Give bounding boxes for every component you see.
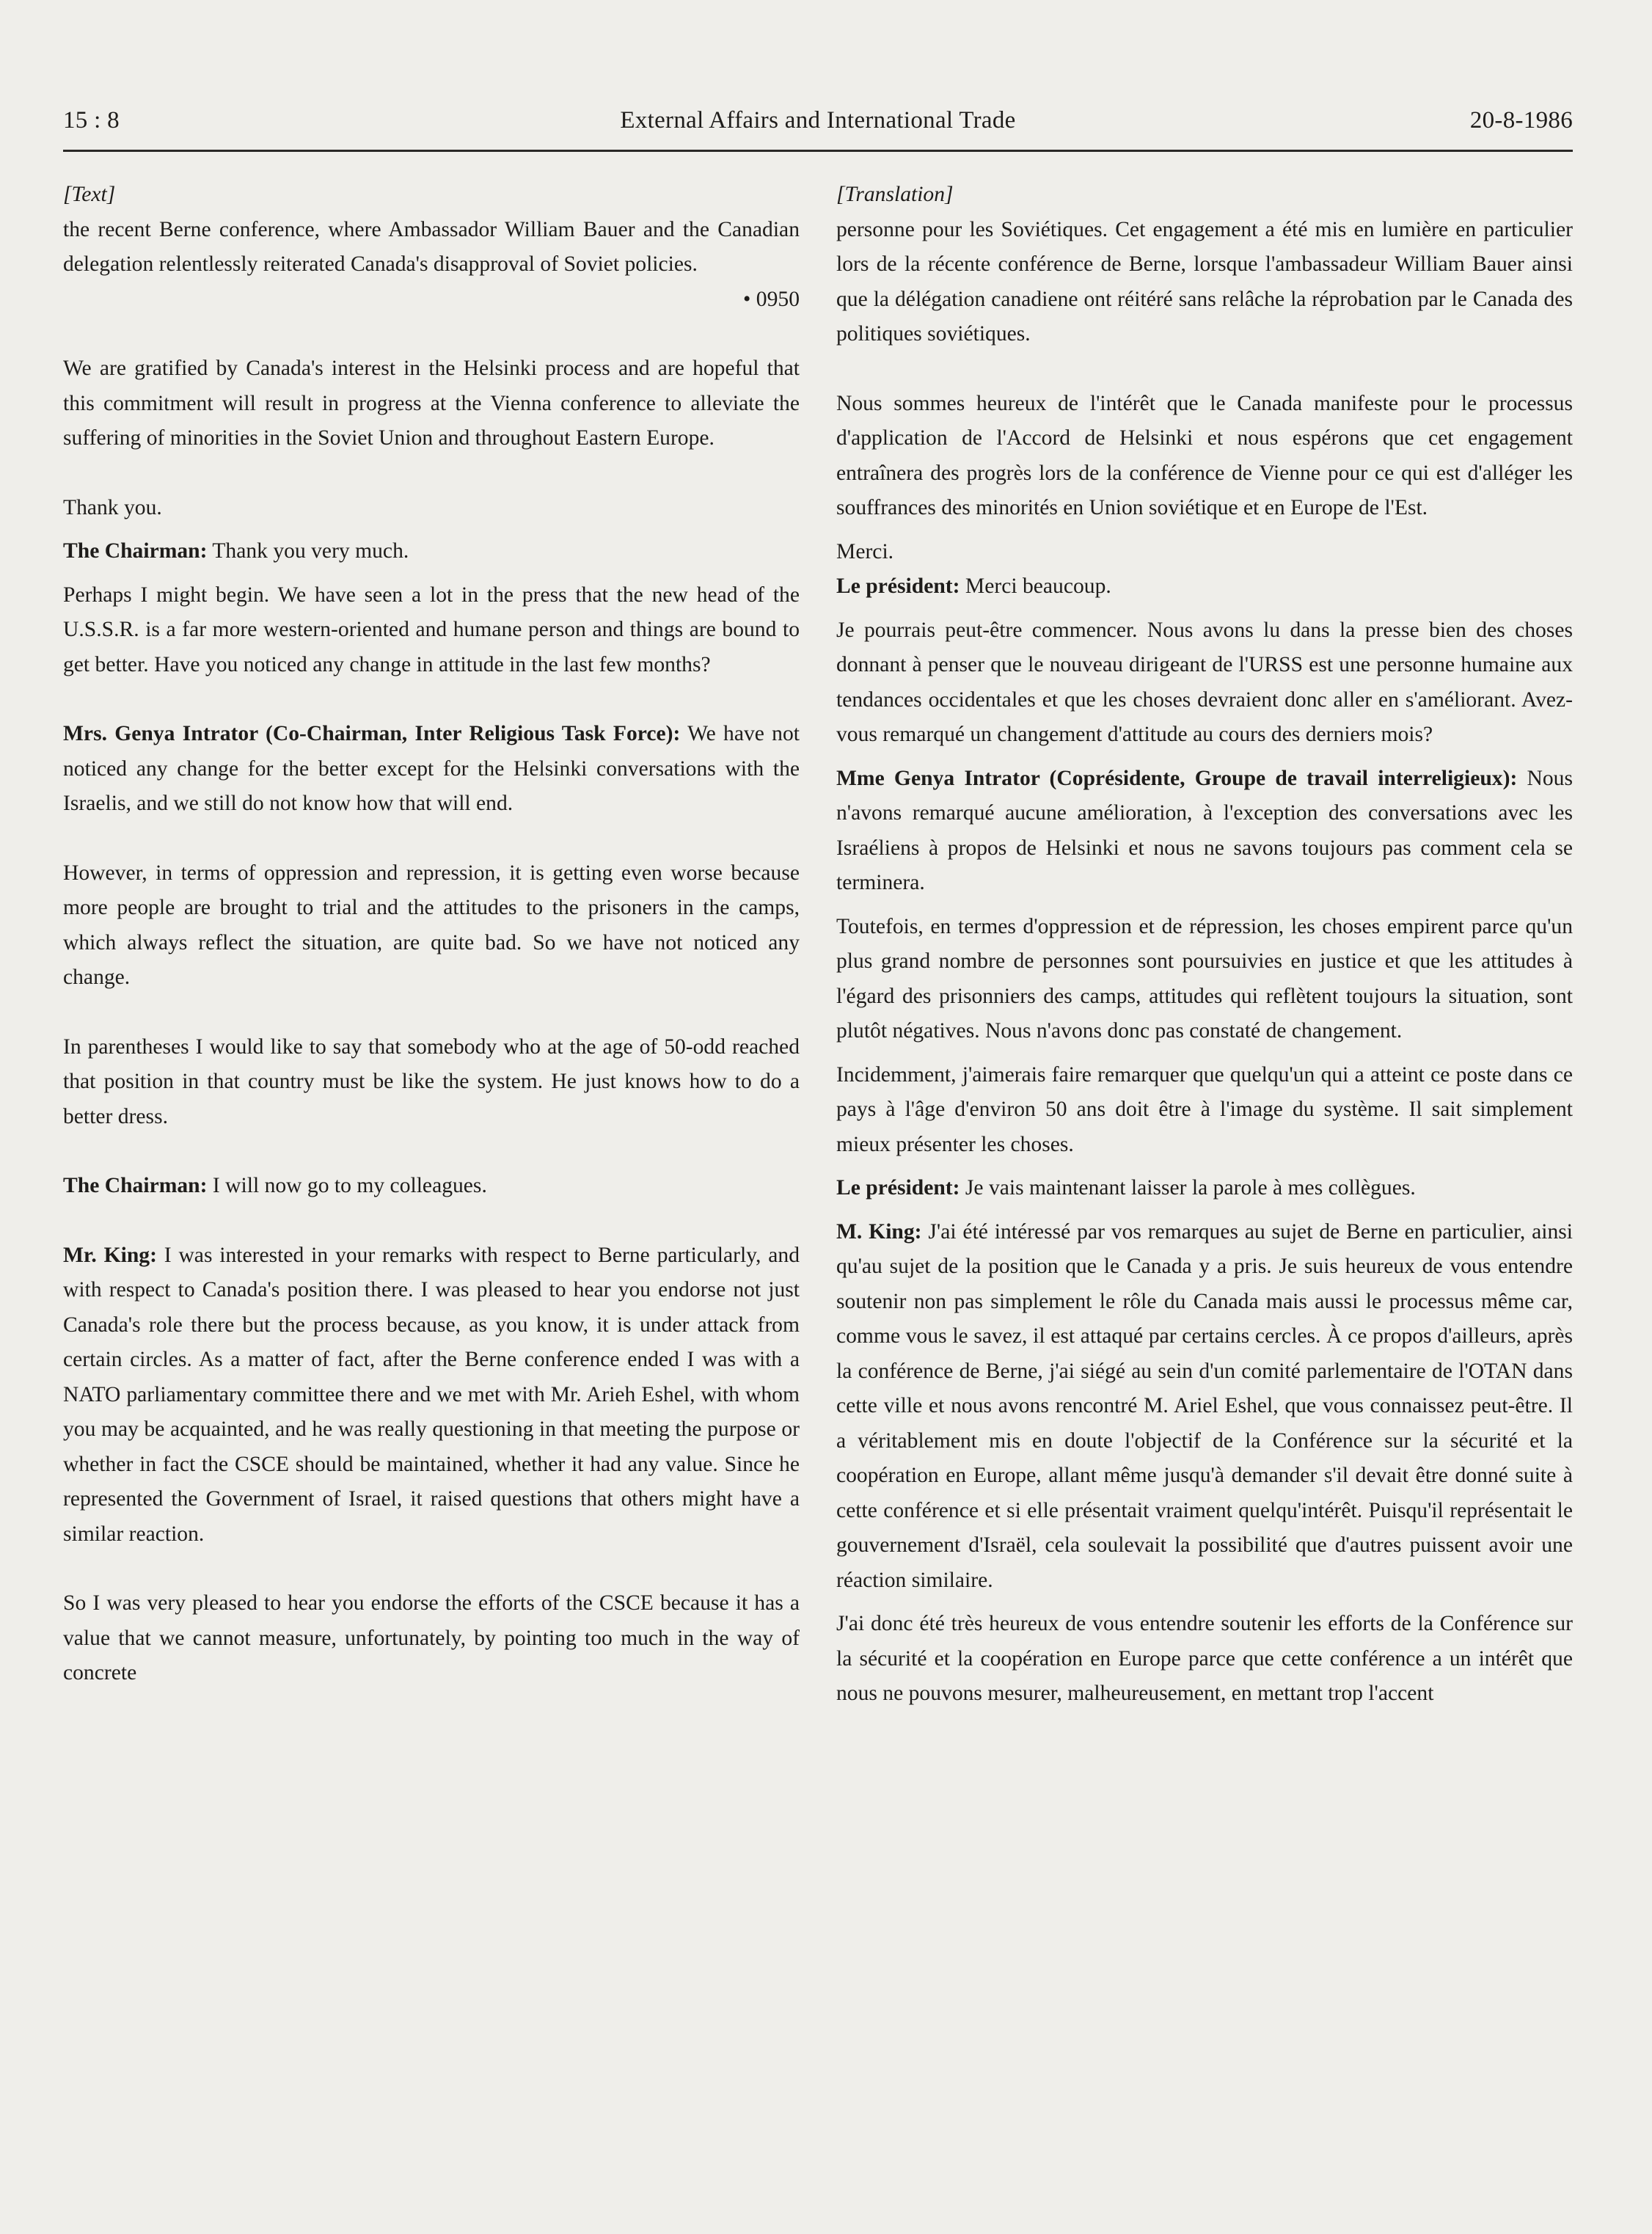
- paragraph: Je pourrais peut-être commencer. Nous avons lu dans la presse bien des choses donnant à penser que le nouveau dirigeant de l'URSS est une personne humaine aux tendances occidentales et que les choses devraient donc aller en s'améliorant. Avez-vous remarqué un changement d'attitude au cours des derniers mois?: [836, 618, 1573, 746]
- page-number: 15 : 8: [63, 107, 120, 134]
- page-header: [63, 103, 1573, 152]
- paragraph: Incidemment, j'aimerais faire remarquer que quelqu'un qui a atteint ce poste dans ce pays à l'âge d'environ 50 ans doit être à l'image du système. Il sait simplement mieux présenter les choses.: [836, 1062, 1573, 1156]
- paragraph: Merci.: [836, 539, 894, 563]
- speaker-name: M. King:: [836, 1219, 922, 1244]
- paragraph: In parentheses I would like to say that somebody who at the age of 50-odd reached that position in that country must be like the system. He just knows how to do a better dress.: [63, 1034, 800, 1128]
- paragraph: [63, 717, 800, 822]
- speech-text: Je vais maintenant laisser la parole à mes collègues.: [960, 1176, 1416, 1200]
- paragraph: [836, 1171, 1573, 1206]
- speech-text: Nous n'avons remarqué aucune amélioration, à l'exception des conversations avec les Israéliens à propos de Helsinki et nous ne savons toujours pas comment cela se terminera.: [836, 766, 1573, 894]
- paragraph: [836, 569, 1573, 605]
- paragraph: [63, 534, 800, 569]
- paragraph: [836, 762, 1573, 901]
- time-marker: • 0950: [743, 287, 800, 311]
- paragraph: J'ai donc été très heureux de vous entendre soutenir les efforts de la Conférence sur la sécurité et la coopération en Europe parce que cette conférence a un intérêt que nous ne pouvons mesurer, malheureusement, en mettant trop l'accent: [836, 1612, 1573, 1705]
- paragraph: Perhaps I might begin. We have seen a lot in the press that the new head of the U.S.S.R. is a far more western-oriented and humane person and things are bound to get better. Have you noticed any change in attitude in the last few months?: [63, 583, 800, 676]
- paragraph: [63, 1169, 800, 1204]
- paragraph: Thank you.: [63, 495, 162, 519]
- speaker-name: Le président:: [836, 1176, 960, 1200]
- speaker-name: Le président:: [836, 574, 960, 598]
- speaker-name: The Chairman:: [63, 1174, 208, 1197]
- page-date: 20-8-1986: [1469, 107, 1573, 134]
- column-label: [Translation]: [836, 183, 954, 206]
- paragraph: However, in terms of oppression and repression, it is getting even worse because more people are brought to trial and the attitudes to the prisoners in the camps, which always reflect the situation, are quite bad. So we have not noticed any change.: [63, 861, 800, 989]
- speaker-name: The Chairman:: [63, 539, 208, 563]
- speaker-name: Mr. King:: [63, 1243, 157, 1267]
- speech-text: J'ai été intéressé par vos remarques au sujet de Berne en particulier, ainsi qu'au sujet de la position que le Canada y a pris. Je suis heureux de vous entendre soutenir non pas simplement le rôle du Canada mais aussi le processus même car, comme vous le savez, il est attaqué par certains cercles. À ce propos d'ailleurs, après la conférence de Berne, j'ai siégé au sein d'un comité parlementaire de l'OTAN dans cette ville et nous avons rencontré M. Ariel Eshel, que vous connaissez peut-être. Il a véritablement mis en doute l'objectif de la Conférence sur la sécurité et la coopération en Europe, allant même jusqu'à demander s'il devait être donné suite à cette conférence et si elle présentait vraiment quelqu'intérêt. Puisqu'il représentait le gouvernement d'Israël, cela soulevait la possibilité que d'autres puissent avoir une réaction similaire.: [836, 1219, 1573, 1592]
- paragraph: Nous sommes heureux de l'intérêt que le Canada manifeste pour le processus d'application de l'Accord de Helsinki et nous espérons que cet engagement entraînera des progrès lors de la conférence de Vienne pour ce qui est d'alléger les souffrances des minorités en Union soviétique et en Europe de l'Est.: [836, 391, 1573, 519]
- publication-title: External Affairs and International Trade: [620, 107, 1016, 134]
- speaker-name: Mrs. Genya Intrator (Co-Chairman, Inter Religious Task Force):: [63, 722, 681, 745]
- paragraph: [63, 1238, 800, 1552]
- paragraph: So I was very pleased to hear you endorse the efforts of the CSCE because it has a value that we cannot measure, unfortunately, by pointing too much in the way of concrete: [63, 1591, 800, 1684]
- speech-text: I will now go to my colleagues.: [207, 1174, 487, 1197]
- paragraph: We are gratified by Canada's interest in the Helsinki process and are hopeful that this commitment will result in progress at the Vienna conference to alleviate the suffering of minorities in the Soviet Union and throughout Eastern Europe.: [63, 357, 800, 450]
- speaker-name: Mme Genya Intrator (Coprésidente, Groupe de travail interreligieux):: [836, 766, 1518, 790]
- paragraph: the recent Berne conference, where Ambassador William Bauer and the Canadian delegation relentlessly reiterated Canada's disapproval of Soviet policies.: [63, 217, 800, 276]
- speech-text: I was interested in your remarks with respect to Berne particularly, and with respect to Canada's position there. I was pleased to hear you endorse not just Canada's role there but the process because, as you know, it is under attack from certain circles. As a matter of fact, after the Berne conference ended I was with a NATO parliamentary committee there and we met with Mr. Arieh Eshel, with whom you may be acquainted, and he was really questioning in that meeting the purpose or whether in fact the CSCE should be maintained, whether it had any value. Since he represented the Government of Israel, it raised questions that others might have a similar reaction.: [63, 1243, 800, 1546]
- french-column: [836, 178, 1573, 1712]
- paragraph: [836, 1215, 1573, 1599]
- speech-text: Thank you very much.: [207, 539, 409, 563]
- speech-text: Merci beaucoup.: [960, 574, 1111, 598]
- speech-text: We have not noticed any change for the better except for the Helsinki conversations with the Israelis, and we still do not know how that will end.: [63, 722, 800, 815]
- paragraph: Toutefois, en termes d'oppression et de répression, les choses empirent parce qu'un plus grand nombre de personnes sont poursuivies en justice et que les attitudes à l'égard des prisonniers des camps, attitudes qui reflètent toujours la situation, sont plutôt négatives. Nous n'avons donc pas constaté de changement.: [836, 914, 1573, 1043]
- column-label: [Text]: [63, 183, 116, 206]
- paragraph: personne pour les Soviétiques. Cet engagement a été mis en lumière en particulier lors de la récente conférence de Berne, lorsque l'ambassadeur William Bauer ainsi que la délégation canadiene ont réitéré sans relâche la réprobation par le Canada des politiques soviétiques.: [836, 217, 1573, 346]
- english-column: [63, 178, 800, 1691]
